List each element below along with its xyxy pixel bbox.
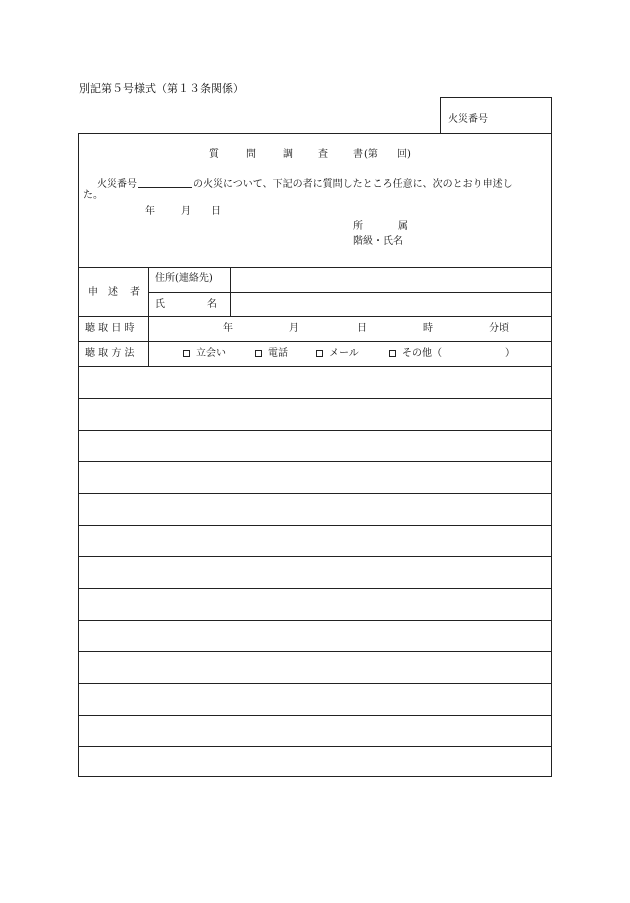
- option-witness[interactable]: [183, 349, 226, 359]
- hearing-year: 年: [223, 323, 233, 334]
- option-phone-label: 電話: [268, 348, 288, 359]
- title-char-4: 査: [318, 149, 328, 160]
- checkbox-icon[interactable]: [316, 350, 323, 357]
- checkbox-icon[interactable]: [389, 350, 396, 357]
- form-frame: [78, 133, 552, 777]
- checkbox-icon[interactable]: [255, 350, 262, 357]
- affiliation-char-2: 属: [398, 221, 408, 232]
- option-other-close: ）: [505, 348, 515, 359]
- name-label-char-1: 氏: [155, 299, 165, 310]
- form-caption: 別記第５号様式（第１３条関係）: [79, 82, 244, 95]
- rank-name-label: 階級・氏名: [353, 236, 403, 247]
- option-witness-label: 立会い: [196, 348, 226, 359]
- address-label: 住所(連絡先): [155, 273, 213, 284]
- hearing-method-label: 聴 取 方 法: [85, 348, 135, 359]
- option-email[interactable]: [316, 349, 359, 359]
- date-month: 月: [181, 206, 191, 217]
- checkbox-icon[interactable]: [183, 350, 190, 357]
- fire-number-label: 火災番号: [448, 114, 488, 125]
- option-other-label: その他（: [402, 348, 442, 359]
- statement-line-2: た。: [83, 190, 103, 201]
- fire-number-blank[interactable]: [138, 178, 192, 188]
- ruled-line: [79, 651, 551, 652]
- name-label-char-2: 名: [207, 299, 217, 310]
- fire-number-box: [440, 97, 552, 133]
- option-phone[interactable]: [255, 349, 288, 359]
- declarant-label-char-2: 述: [108, 287, 118, 298]
- ruled-line: [79, 398, 551, 399]
- ruled-line: [79, 430, 551, 431]
- hearing-minute: 分頃: [489, 323, 509, 334]
- hearing-month: 月: [289, 323, 299, 334]
- divider-header: [79, 267, 551, 268]
- title-suffix-close: 回): [397, 149, 411, 160]
- method-label-divider: [148, 316, 149, 366]
- ruled-line: [79, 746, 551, 747]
- affiliation-char-1: 所: [353, 221, 363, 232]
- option-other[interactable]: [389, 349, 442, 359]
- statement-line-1: [97, 178, 513, 190]
- option-email-label: メール: [329, 348, 359, 359]
- hearing-hour: 時: [423, 323, 433, 334]
- ruled-line: [79, 493, 551, 494]
- ruled-line: [79, 556, 551, 557]
- title-char-5: 書: [353, 149, 363, 160]
- ruled-line: [79, 588, 551, 589]
- hearing-datetime-label: 聴 取 日 時: [85, 323, 135, 334]
- title-char-2: 問: [246, 149, 256, 160]
- statement-body: の火災について、下記の者に質問したところ任意に、次のとおり申述し: [193, 179, 513, 190]
- divider-declarant: [79, 316, 551, 317]
- statement-prefix: 火災番号: [97, 179, 137, 190]
- divider-datetime: [79, 341, 551, 342]
- title-char-1: 質: [209, 149, 219, 160]
- hearing-day: 日: [357, 323, 367, 334]
- ruled-line: [79, 461, 551, 462]
- ruled-line: [79, 525, 551, 526]
- declarant-label-char-3: 者: [130, 287, 140, 298]
- declarant-row-divider: [148, 292, 551, 293]
- declarant-label-char-1: 申: [88, 287, 98, 298]
- date-day: 日: [211, 206, 221, 217]
- title-char-3: 調: [283, 149, 293, 160]
- divider-method: [79, 366, 551, 367]
- ruled-line: [79, 620, 551, 621]
- ruled-line: [79, 715, 551, 716]
- ruled-line: [79, 683, 551, 684]
- date-year: 年: [145, 206, 155, 217]
- title-suffix-open: (第: [364, 149, 378, 160]
